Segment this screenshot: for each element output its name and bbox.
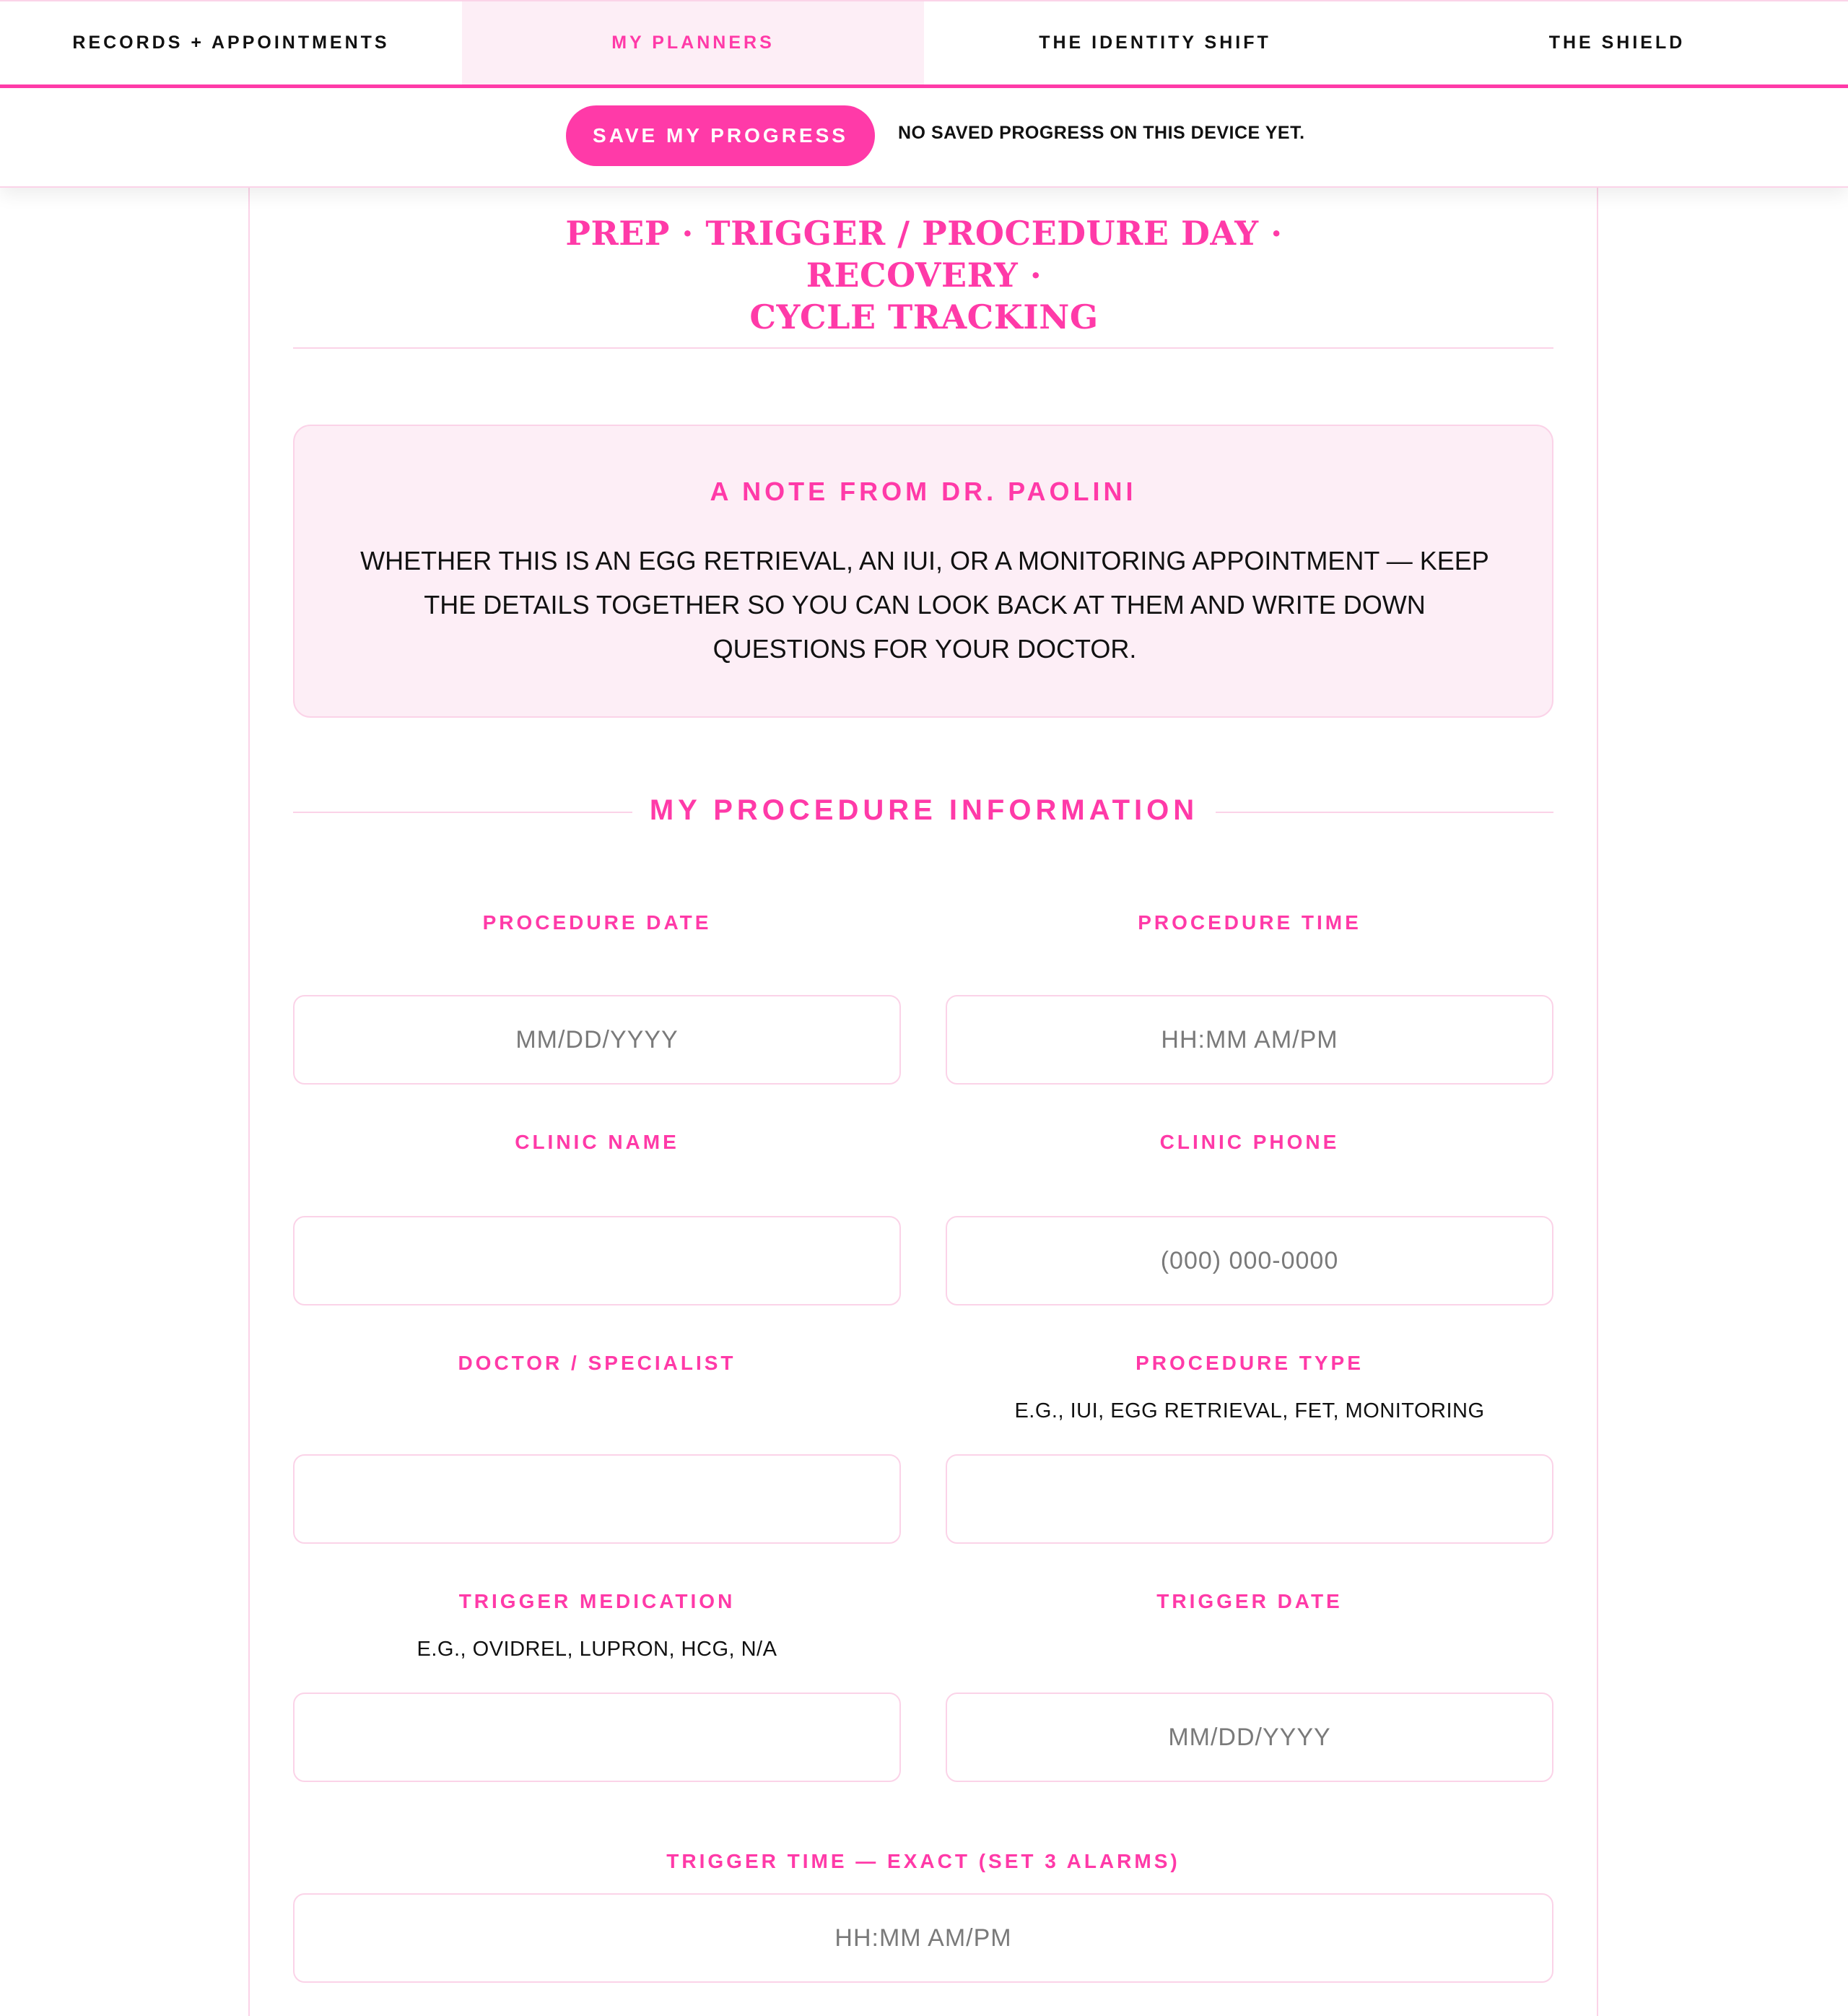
section-divider-left <box>293 812 632 813</box>
trigger-time-input[interactable] <box>293 1893 1553 1983</box>
section-divider-right <box>1216 812 1553 813</box>
clinic-name-input[interactable] <box>293 1216 901 1305</box>
procedure-date-label: PROCEDURE DATE <box>482 911 712 934</box>
planner-subtitle-line-2: CYCLE TRACKING <box>749 297 1099 336</box>
note-title: A NOTE FROM DR. PAOLINI <box>710 477 1137 506</box>
trigger-time-label: TRIGGER TIME — EXACT (SET 3 ALARMS) <box>666 1850 1180 1872</box>
clinic-phone-input[interactable] <box>946 1216 1553 1305</box>
trigger-medication-label: TRIGGER MEDICATION <box>458 1590 736 1612</box>
trigger-medication-hint: E.G., OVIDREL, LUPRON, HCG, N/A <box>417 1638 777 1661</box>
doctor-specialist-input[interactable] <box>293 1454 901 1544</box>
tab-my-planners[interactable]: MY PLANNERS <box>462 1 924 84</box>
planner-subtitle <box>505 212 1343 338</box>
save-progress-bar <box>0 88 1848 188</box>
procedure-type-input[interactable] <box>946 1454 1553 1544</box>
section-title: MY PROCEDURE INFORMATION <box>649 794 1199 826</box>
clinic-phone-label: CLINIC PHONE <box>1159 1131 1340 1153</box>
trigger-date-label: TRIGGER DATE <box>1156 1590 1343 1612</box>
tab-records-appointments[interactable]: RECORDS + APPOINTMENTS <box>72 32 390 53</box>
tab-identity-shift[interactable]: THE IDENTITY SHIFT <box>1039 32 1271 53</box>
procedure-time-label: PROCEDURE TIME <box>1138 911 1361 934</box>
note-body: WHETHER THIS IS AN EGG RETRIEVAL, AN IUI, OR A MONITORING APPOINTMENT — KEEP THE DETAILS TOGETHER SO YOU CAN LOOK BACK AT THEM AND WRITE DOWN QUESTIONS FOR YOUR DOCTOR. <box>360 546 1489 664</box>
save-progress-button[interactable]: SAVE MY PROGRESS <box>566 105 875 166</box>
top-nav <box>0 0 1848 88</box>
procedure-time-input[interactable] <box>946 995 1553 1085</box>
planner-subtitle-line-1: PREP · TRIGGER / PROCEDURE DAY · RECOVERY · <box>565 214 1283 295</box>
save-status-text: NO SAVED PROGRESS ON THIS DEVICE YET. <box>898 123 1305 143</box>
clinic-name-label: CLINIC NAME <box>515 1131 679 1153</box>
divider <box>293 347 1553 349</box>
trigger-date-input[interactable] <box>946 1693 1553 1782</box>
procedure-type-label: PROCEDURE TYPE <box>1136 1352 1364 1374</box>
procedure-date-input[interactable] <box>293 995 901 1085</box>
doctor-note-box <box>293 425 1553 718</box>
procedure-type-hint: E.G., IUI, EGG RETRIEVAL, FET, MONITORING <box>1014 1399 1485 1422</box>
tab-the-shield[interactable]: THE SHIELD <box>1548 32 1686 53</box>
trigger-medication-input[interactable] <box>293 1693 901 1782</box>
doctor-specialist-label: DOCTOR / SPECIALIST <box>458 1352 736 1374</box>
